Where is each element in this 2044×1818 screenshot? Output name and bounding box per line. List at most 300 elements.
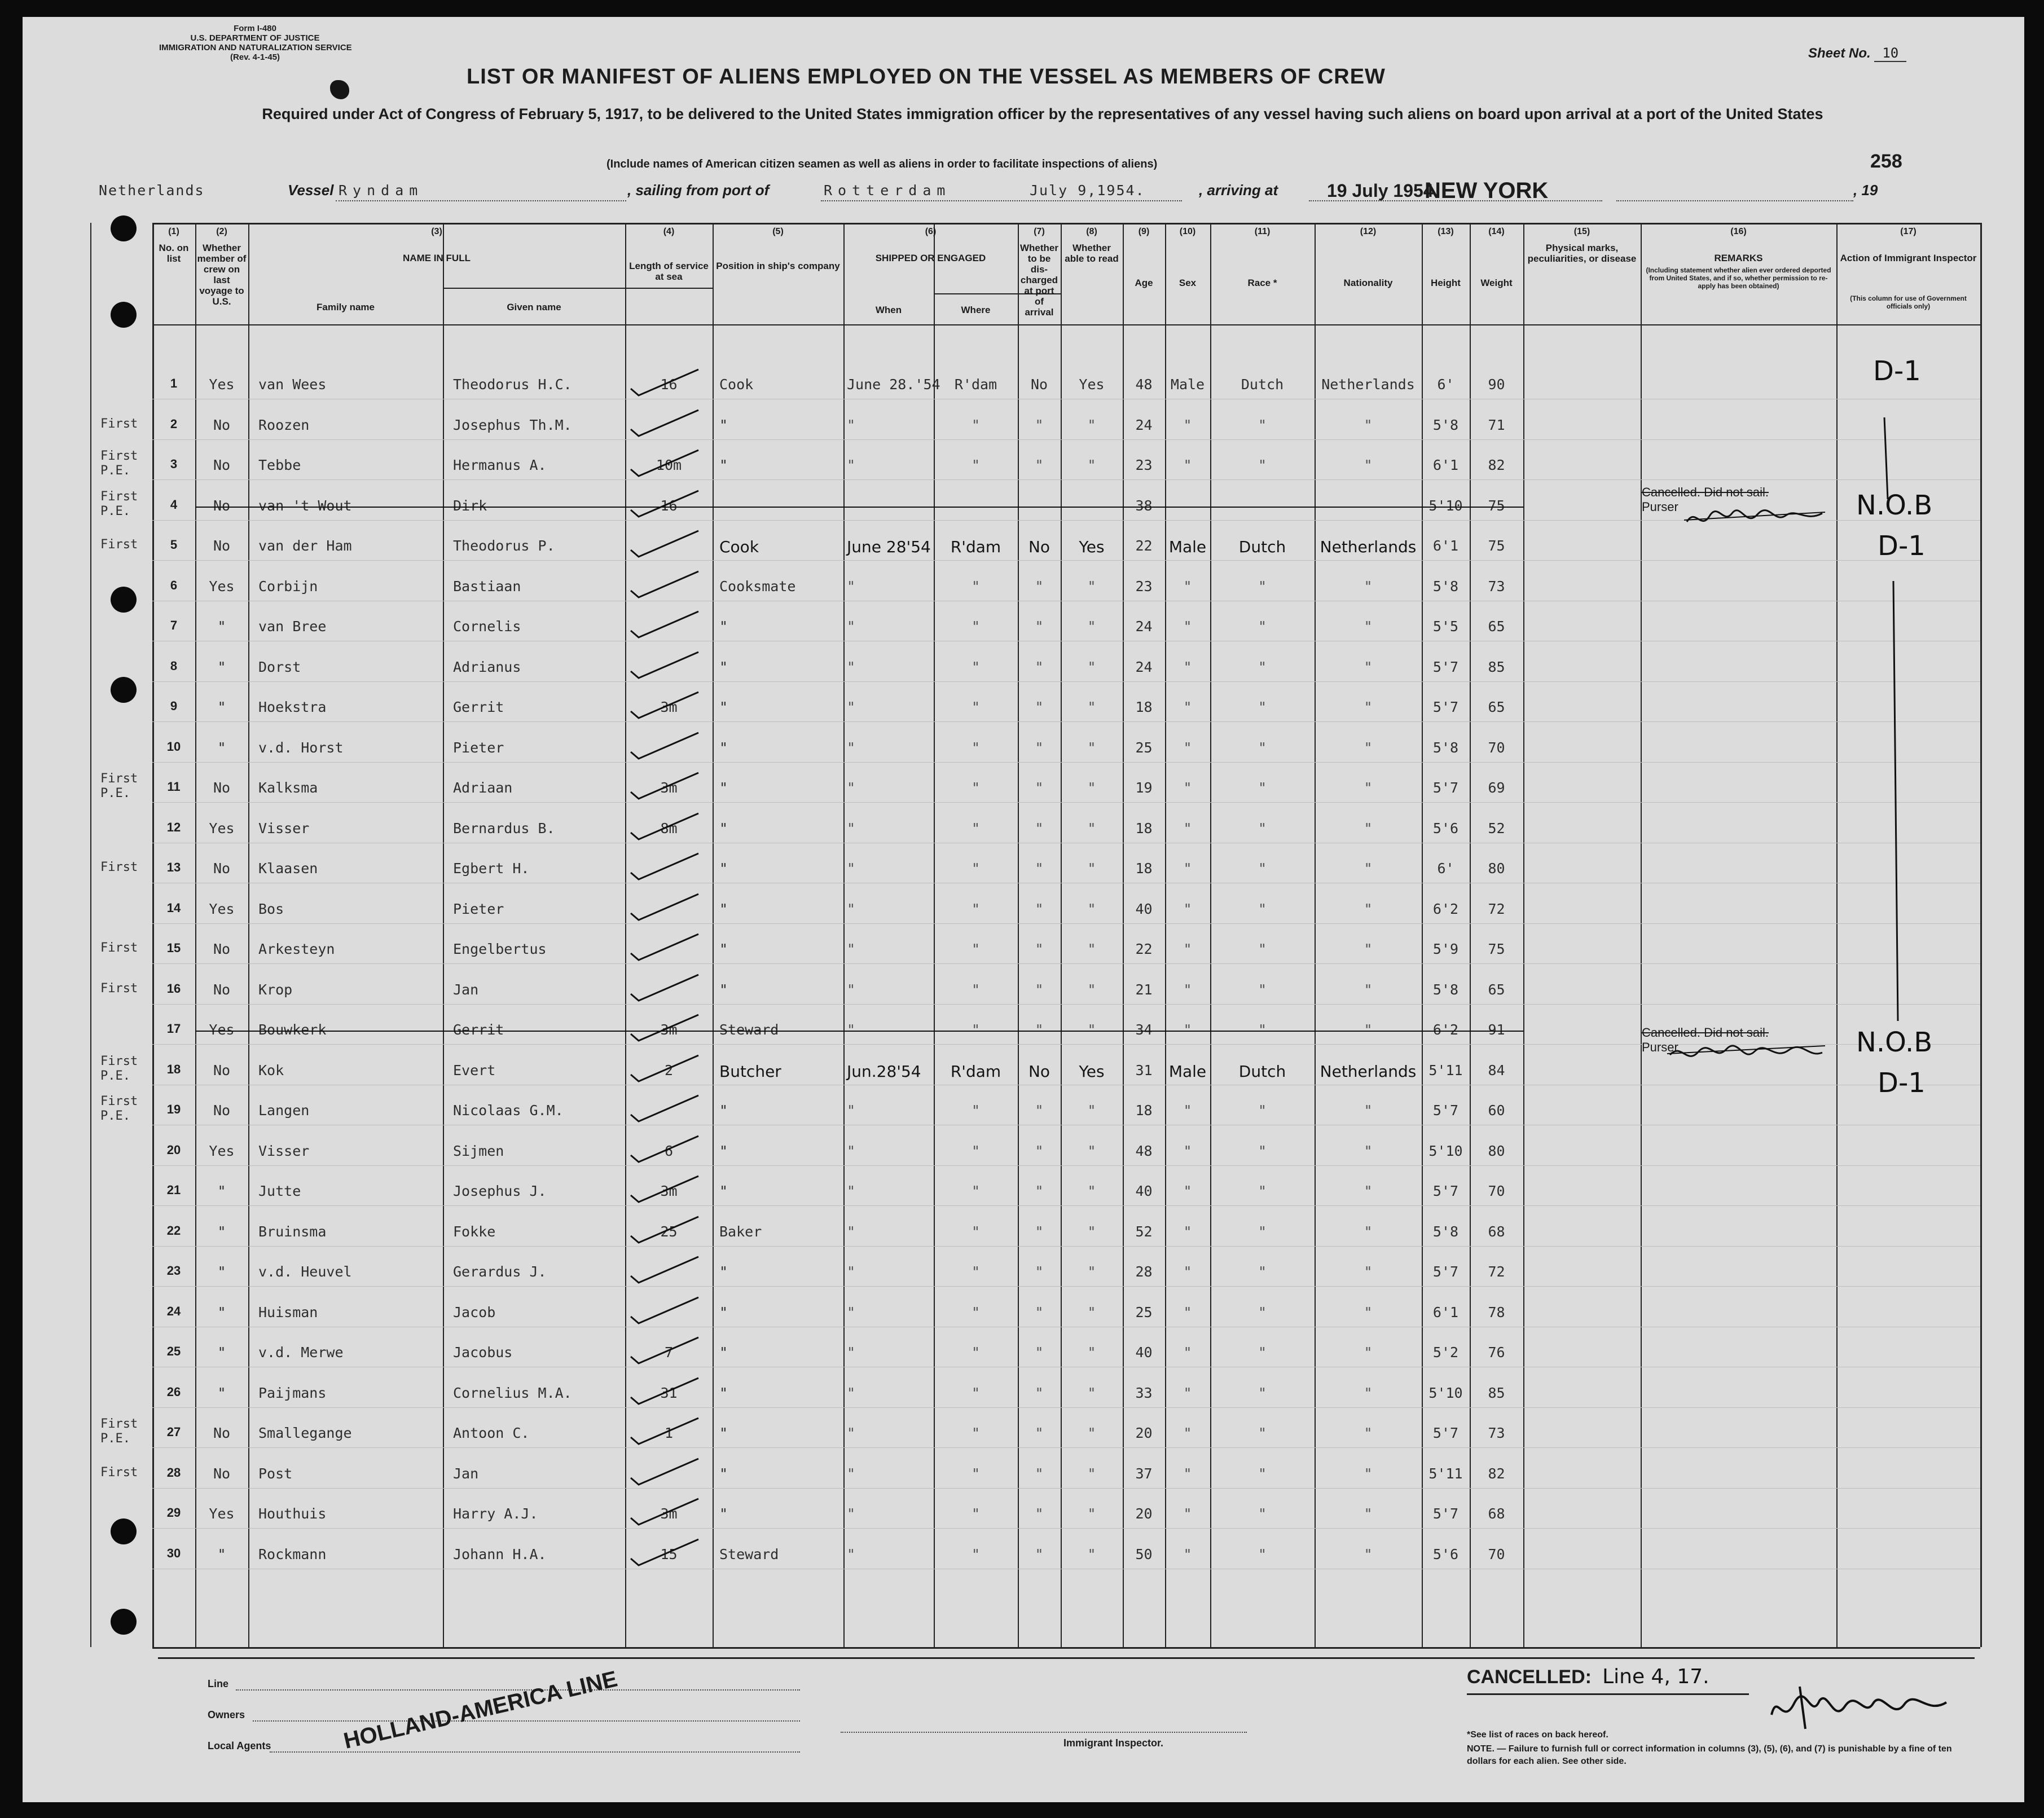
given-name-cell: Adriaan: [453, 780, 513, 796]
weight-cell: 80: [1488, 1143, 1505, 1159]
weight-cell: 85: [1488, 659, 1505, 675]
age-cell: 34: [1135, 1022, 1153, 1038]
race-cell: ": [1258, 1143, 1267, 1159]
page-title: LIST OR MANIFEST OF ALIENS EMPLOYED ON THE VESSEL AS MEMBERS OF CREW: [467, 65, 1386, 89]
nationality-cell: Netherlands: [1321, 376, 1415, 393]
check-mark: [626, 1455, 705, 1489]
weight-cell: 70: [1488, 739, 1505, 756]
shipped-where-cell: ": [971, 1344, 981, 1361]
sex-cell: ": [1183, 941, 1192, 957]
age-cell: 20: [1135, 1425, 1153, 1441]
height-cell: 6'1: [1432, 538, 1459, 554]
last-voyage-cell: Yes: [209, 1143, 235, 1159]
line-number: 3: [170, 457, 178, 471]
last-voyage-cell: No: [213, 941, 231, 957]
col12-header: Nationality: [1343, 278, 1393, 288]
weight-cell: 65: [1488, 981, 1505, 998]
weight-cell: 85: [1488, 1385, 1505, 1401]
family-name-cell: Kalksma: [258, 780, 318, 796]
family-name-cell: Kok: [258, 1062, 284, 1079]
shipped-when-cell: ": [847, 417, 856, 433]
sex-cell: ": [1183, 1425, 1192, 1441]
weight-cell: 68: [1488, 1223, 1505, 1240]
age-cell: 33: [1135, 1385, 1153, 1401]
binder-hole: [111, 215, 137, 241]
last-voyage-cell: No: [213, 780, 231, 796]
position-cell: Butcher: [719, 1062, 781, 1081]
check-mark: [626, 487, 705, 521]
sex-cell: ": [1183, 1183, 1192, 1199]
discharge-cell: ": [1035, 1344, 1044, 1361]
col8-number: (8): [1086, 227, 1097, 236]
check-mark: [626, 527, 705, 561]
race-cell: ": [1258, 618, 1267, 635]
sex-cell: ": [1183, 820, 1192, 837]
given-name-cell: Johann H.A.: [453, 1546, 547, 1562]
height-cell: 5'9: [1432, 941, 1459, 957]
able-to-read-cell: ": [1087, 659, 1096, 675]
shipped-where-cell: ": [971, 457, 981, 473]
shipped-where-cell: ": [971, 1143, 981, 1159]
col5-number: (5): [772, 227, 784, 236]
line-number: 17: [166, 1022, 181, 1036]
line-number: 14: [166, 901, 181, 915]
sex-cell: ": [1183, 699, 1192, 715]
family-name-cell: Rockmann: [258, 1546, 327, 1562]
position-cell: Steward: [719, 1546, 779, 1562]
height-cell: 5'8: [1432, 981, 1459, 998]
family-name-cell: Roozen: [258, 417, 310, 433]
service-length-cell: 1: [664, 1425, 674, 1441]
shipped-where-cell: ": [971, 860, 981, 877]
col2-header: Whether member of crew on last voyage to U.S.: [197, 243, 247, 307]
able-to-read-cell: ": [1087, 457, 1096, 473]
shipped-when-header: When: [875, 305, 902, 315]
age-cell: 18: [1135, 820, 1153, 837]
given-name-cell: Theodorus H.C.: [453, 376, 572, 393]
sex-cell: Male: [1168, 538, 1207, 556]
inspector-action-row-17: N.O.B: [1856, 1027, 1933, 1058]
race-cell: ": [1258, 1264, 1267, 1280]
family-name-cell: Krop: [258, 981, 293, 998]
weight-cell: 91: [1488, 1022, 1505, 1038]
margin-note: First: [100, 538, 138, 552]
binder-hole: [111, 677, 137, 703]
inspector-action-row-5: D-1: [1878, 530, 1926, 562]
shipped-where-cell: ": [971, 1385, 981, 1401]
col5-header: Position in ship's company: [716, 261, 840, 271]
weight-cell: 70: [1488, 1546, 1505, 1562]
discharge-cell: ": [1035, 1102, 1044, 1119]
family-name-cell: Arkesteyn: [258, 941, 335, 957]
discharge-cell: ": [1035, 699, 1044, 715]
discharge-cell: ": [1035, 820, 1044, 837]
age-cell: 24: [1135, 618, 1153, 635]
sheet-number: [1808, 45, 1906, 61]
able-to-read-cell: ": [1087, 1183, 1096, 1199]
sex-cell: ": [1183, 457, 1192, 473]
check-mark: [626, 971, 705, 1005]
shipped-where-cell: ": [971, 981, 981, 998]
height-cell: 5'7: [1432, 1264, 1459, 1280]
race-cell: ": [1258, 780, 1267, 796]
nationality-cell: ": [1364, 1425, 1373, 1441]
discharge-cell: ": [1035, 1465, 1044, 1482]
table-top-rule: [152, 223, 1980, 225]
age-cell: 48: [1135, 376, 1153, 393]
line-number: 8: [170, 659, 178, 673]
weight-cell: 82: [1488, 1465, 1505, 1482]
col13-header: Height: [1431, 278, 1461, 288]
shipped-when-cell: June 28'54: [847, 538, 931, 556]
weight-cell: 65: [1488, 618, 1505, 635]
position-cell: ": [719, 1385, 728, 1401]
position-cell: ": [719, 457, 728, 473]
line-number: 9: [170, 699, 178, 713]
shipped-where-cell: ": [971, 1183, 981, 1199]
line-number: 16: [166, 981, 181, 996]
row-guide: [152, 681, 1980, 682]
table-bottom-rule: [152, 1647, 1980, 1649]
given-name-cell: Pieter: [453, 739, 504, 756]
weight-cell: 71: [1488, 417, 1505, 433]
vessel-label: Vessel: [288, 182, 334, 199]
nationality-cell: ": [1364, 1183, 1373, 1199]
given-name-cell: Fokke: [453, 1223, 496, 1240]
last-voyage-cell: ": [217, 659, 226, 675]
sheet-number-value: 10: [1874, 45, 1906, 62]
inspector-action-row-4: N.O.B: [1856, 490, 1933, 521]
line-number: 5: [170, 538, 178, 552]
race-cell: ": [1258, 901, 1267, 917]
age-cell: 18: [1135, 860, 1153, 877]
check-mark: [626, 649, 705, 683]
discharge-cell: ": [1035, 578, 1044, 595]
cancelled-label: CANCELLED:: [1467, 1666, 1592, 1688]
given-name-cell: Sijmen: [453, 1143, 504, 1159]
height-cell: 5'10: [1428, 1385, 1463, 1401]
nationality-cell: ": [1364, 1344, 1373, 1361]
year-suffix: , 19: [1853, 182, 1878, 199]
check-mark: [626, 447, 705, 481]
line-label: Line: [208, 1678, 229, 1689]
remark-purser-label: Purser: [1642, 1040, 1678, 1054]
discharge-cell: ": [1035, 1223, 1044, 1240]
shipped-where-cell: ": [971, 1223, 981, 1240]
check-mark: [626, 810, 705, 844]
able-to-read-cell: ": [1087, 901, 1096, 917]
race-cell: ": [1258, 860, 1267, 877]
shipped-where-cell: ": [971, 901, 981, 917]
shipped-where-cell: ": [971, 820, 981, 837]
check-mark: [626, 1536, 705, 1570]
sex-cell: ": [1183, 739, 1192, 756]
inspector-ditto-lines: [1862, 378, 1929, 1111]
race-cell: ": [1258, 417, 1267, 433]
sex-cell: ": [1183, 1022, 1192, 1038]
shipped-when-cell: ": [847, 739, 856, 756]
cancelled-note: [1467, 1665, 1709, 1688]
able-to-read-cell: ": [1087, 739, 1096, 756]
sex-cell: ": [1183, 981, 1192, 998]
last-voyage-cell: Yes: [209, 376, 235, 393]
weight-cell: 73: [1488, 578, 1505, 595]
shipped-where-cell: ": [971, 578, 981, 595]
weight-cell: 82: [1488, 457, 1505, 473]
manifest-sheet: [23, 17, 2024, 1802]
cancelled-strike: [195, 507, 1523, 508]
nationality-cell: ": [1364, 1465, 1373, 1482]
check-mark: [626, 769, 705, 803]
line-number: 18: [166, 1062, 181, 1076]
family-name-cell: van 't Wout: [258, 498, 352, 514]
race-cell: ": [1258, 1223, 1267, 1240]
margin-rule: [90, 223, 91, 1647]
weight-cell: 75: [1488, 498, 1505, 514]
column-rule: [1523, 223, 1524, 1647]
check-mark: [626, 729, 705, 763]
given-name-cell: Dirk: [453, 498, 487, 514]
family-name-cell: Bos: [258, 901, 284, 917]
line-number: 28: [166, 1465, 181, 1480]
remarks-subheader: (Including statement whether alien ever ordered deported from United States, and if so, whether permission to re-apply has been obtained): [1646, 266, 1831, 290]
shipped-when-cell: ": [847, 780, 856, 796]
sex-cell: ": [1183, 1385, 1192, 1401]
weight-cell: 70: [1488, 1183, 1505, 1199]
arriving-port: NEW YORK: [1425, 178, 1549, 203]
shipped-where-cell: ": [971, 618, 981, 635]
binder-hole: [111, 587, 137, 613]
sex-cell: ": [1183, 1143, 1192, 1159]
col4-number: (4): [663, 227, 675, 236]
binder-hole: [111, 1518, 137, 1544]
height-cell: 5'5: [1432, 618, 1459, 635]
family-name-cell: Langen: [258, 1102, 310, 1119]
discharge-cell: ": [1035, 981, 1044, 998]
service-length-cell: 3m: [660, 1022, 678, 1038]
check-mark: [626, 1294, 705, 1328]
race-cell: ": [1258, 1304, 1267, 1320]
race-cell: ": [1258, 1183, 1267, 1199]
position-cell: Cook: [719, 376, 754, 393]
nationality-cell: Netherlands: [1320, 1062, 1417, 1081]
family-name-cell: v.d. Heuvel: [258, 1264, 352, 1280]
check-mark: [626, 1052, 705, 1086]
shipped-when-cell: ": [847, 1102, 856, 1119]
line-number: 22: [166, 1223, 181, 1238]
shipped-when-cell: ": [847, 1546, 856, 1562]
check-mark: [626, 1092, 705, 1126]
height-cell: 5'10: [1428, 498, 1463, 514]
row-guide: [152, 1528, 1980, 1529]
age-cell: 22: [1135, 538, 1153, 554]
shipped-when-cell: ": [847, 860, 856, 877]
height-cell: 5'8: [1432, 739, 1459, 756]
margin-note: First: [100, 941, 138, 955]
weight-cell: 60: [1488, 1102, 1505, 1119]
shipped-when-cell: ": [847, 1143, 856, 1159]
page-number: 258: [1870, 151, 1902, 172]
age-cell: 28: [1135, 1264, 1153, 1280]
shipped-when-cell: ": [847, 1344, 856, 1361]
shipped-where-cell: ": [971, 659, 981, 675]
shipped-when-cell: ": [847, 457, 856, 473]
sex-cell: ": [1183, 901, 1192, 917]
ink-blot: [330, 80, 349, 99]
shipped-where-cell: ": [971, 739, 981, 756]
last-voyage-cell: No: [213, 417, 231, 433]
weight-cell: 90: [1488, 376, 1505, 393]
able-to-read-cell: ": [1087, 981, 1096, 998]
page-subtitle: Required under Act of Congress of February 5, 1917, to be delivered to the United States immigration officer by the representatives of any vessel having such aliens on board upon arrival at a port of the United States: [262, 105, 1823, 122]
shipped-when-cell: ": [847, 981, 856, 998]
sex-cell: ": [1183, 1102, 1192, 1119]
last-voyage-cell: No: [213, 1425, 231, 1441]
col10-number: (10): [1179, 227, 1196, 236]
shipped-where-cell: ": [971, 699, 981, 715]
check-mark: [626, 689, 705, 723]
name-subheader-rule: [443, 288, 713, 289]
col2-number: (2): [216, 227, 227, 236]
discharge-cell: ": [1035, 1264, 1044, 1280]
shipped-when-cell: ": [847, 941, 856, 957]
able-to-read-cell: ": [1087, 1022, 1096, 1038]
row-guide: [152, 762, 1980, 763]
family-name-cell: Paijmans: [258, 1385, 327, 1401]
crew-note: (Include names of American citizen seamen as well as aliens in order to facilitate inspections of aliens): [606, 158, 1158, 170]
position-cell: ": [719, 1264, 728, 1280]
remark-purser-label: Purser: [1642, 500, 1678, 514]
given-name-cell: Jacobus: [453, 1344, 513, 1361]
nationality-cell: ": [1364, 1546, 1373, 1562]
last-voyage-cell: Yes: [209, 820, 235, 837]
height-cell: 6'2: [1432, 1022, 1459, 1038]
able-to-read-cell: ": [1087, 1425, 1096, 1441]
position-cell: ": [719, 1506, 728, 1522]
col16-number: (16): [1730, 227, 1747, 236]
column-rule: [1836, 223, 1838, 1647]
shipped-where-cell: R'dam: [954, 376, 997, 393]
discharge-cell: ": [1035, 941, 1044, 957]
able-to-read-cell: ": [1087, 578, 1096, 595]
position-cell: Steward: [719, 1022, 779, 1038]
discharge-cell: ": [1035, 618, 1044, 635]
position-cell: ": [719, 780, 728, 796]
line-number: 23: [166, 1264, 181, 1278]
line-number: 19: [166, 1102, 181, 1116]
line-number: 20: [166, 1143, 181, 1157]
nationality-cell: ": [1364, 901, 1373, 917]
family-name-cell: Bouwkerk: [258, 1022, 327, 1038]
sex-cell: ": [1183, 1465, 1192, 1482]
race-cell: ": [1258, 1022, 1267, 1038]
age-cell: 31: [1135, 1062, 1153, 1079]
discharge-cell: ": [1035, 1546, 1044, 1562]
col12-number: (12): [1360, 227, 1377, 236]
last-voyage-cell: Yes: [209, 1022, 235, 1038]
given-name-cell: Gerrit: [453, 699, 504, 715]
check-mark: [626, 850, 705, 884]
given-name-cell: Egbert H.: [453, 860, 530, 877]
nationality-cell: ": [1364, 780, 1373, 796]
nationality-cell: ": [1364, 1264, 1373, 1280]
weight-cell: 68: [1488, 1506, 1505, 1522]
check-mark: [626, 407, 705, 441]
line-number: 12: [166, 820, 181, 834]
nationality-cell: ": [1364, 618, 1373, 635]
family-name-cell: Bruinsma: [258, 1223, 327, 1240]
col11-number: (11): [1254, 227, 1271, 236]
family-name-cell: van Wees: [258, 376, 327, 393]
nationality-cell: ": [1364, 739, 1373, 756]
shipped-where-cell: ": [971, 1506, 981, 1522]
check-mark: [626, 1334, 705, 1368]
last-voyage-cell: Yes: [209, 578, 235, 595]
family-name-cell: Visser: [258, 820, 310, 837]
local-agents-label: Local Agents: [208, 1740, 271, 1751]
given-name-cell: Gerrit: [453, 1022, 504, 1038]
sex-cell: ": [1183, 1223, 1192, 1240]
race-cell: ": [1258, 739, 1267, 756]
position-cell: ": [719, 1183, 728, 1199]
shipped-when-cell: ": [847, 1304, 856, 1320]
inspector-action-row-1: D-1: [1873, 355, 1921, 387]
last-voyage-cell: ": [217, 1546, 226, 1562]
last-voyage-cell: No: [213, 498, 231, 514]
check-mark: [626, 366, 705, 400]
shipped-when-cell: ": [847, 1223, 856, 1240]
shipped-where-cell: ": [971, 417, 981, 433]
service-length-cell: 7: [664, 1344, 674, 1361]
age-cell: 40: [1135, 1344, 1153, 1361]
race-cell: ": [1258, 1102, 1267, 1119]
service-length-cell: 31: [660, 1385, 678, 1401]
col1-header: No. on list: [159, 243, 189, 264]
given-name-cell: Bastiaan: [453, 578, 521, 595]
last-voyage-cell: ": [217, 1183, 226, 1199]
able-to-read-cell: ": [1087, 820, 1096, 837]
check-mark: [626, 1495, 705, 1529]
last-voyage-cell: No: [213, 860, 231, 877]
height-cell: 5'7: [1432, 1425, 1459, 1441]
shipped-where-cell: ": [971, 1546, 981, 1562]
nationality-cell: ": [1364, 1304, 1373, 1320]
nationality-cell: ": [1364, 1022, 1373, 1038]
able-to-read-cell: ": [1087, 1223, 1096, 1240]
given-name-cell: Josephus J.: [453, 1183, 547, 1199]
remark-cancelled-text: Cancelled. Did not sail.: [1642, 485, 1769, 499]
able-to-read-cell: ": [1087, 1344, 1096, 1361]
position-cell: ": [719, 1102, 728, 1119]
column-rule: [843, 223, 845, 1647]
able-to-read-cell: ": [1087, 780, 1096, 796]
nationality-cell: ": [1364, 1223, 1373, 1240]
race-cell: ": [1258, 1385, 1267, 1401]
weight-cell: 84: [1488, 1062, 1505, 1079]
cancelled-strike: [195, 1031, 1523, 1032]
col6-header: SHIPPED OR ENGAGED: [875, 253, 986, 263]
weight-cell: 52: [1488, 820, 1505, 837]
nationality-cell: Netherlands: [1320, 538, 1417, 556]
col7-number: (7): [1034, 227, 1045, 236]
given-name-cell: Jan: [453, 981, 479, 998]
col10-header: Sex: [1179, 278, 1197, 288]
row-guide: [152, 439, 1980, 440]
check-mark: [626, 1213, 705, 1247]
given-name-cell: Gerardus J.: [453, 1264, 547, 1280]
position-cell: ": [719, 981, 728, 998]
shipped-when-cell: ": [847, 1022, 856, 1038]
